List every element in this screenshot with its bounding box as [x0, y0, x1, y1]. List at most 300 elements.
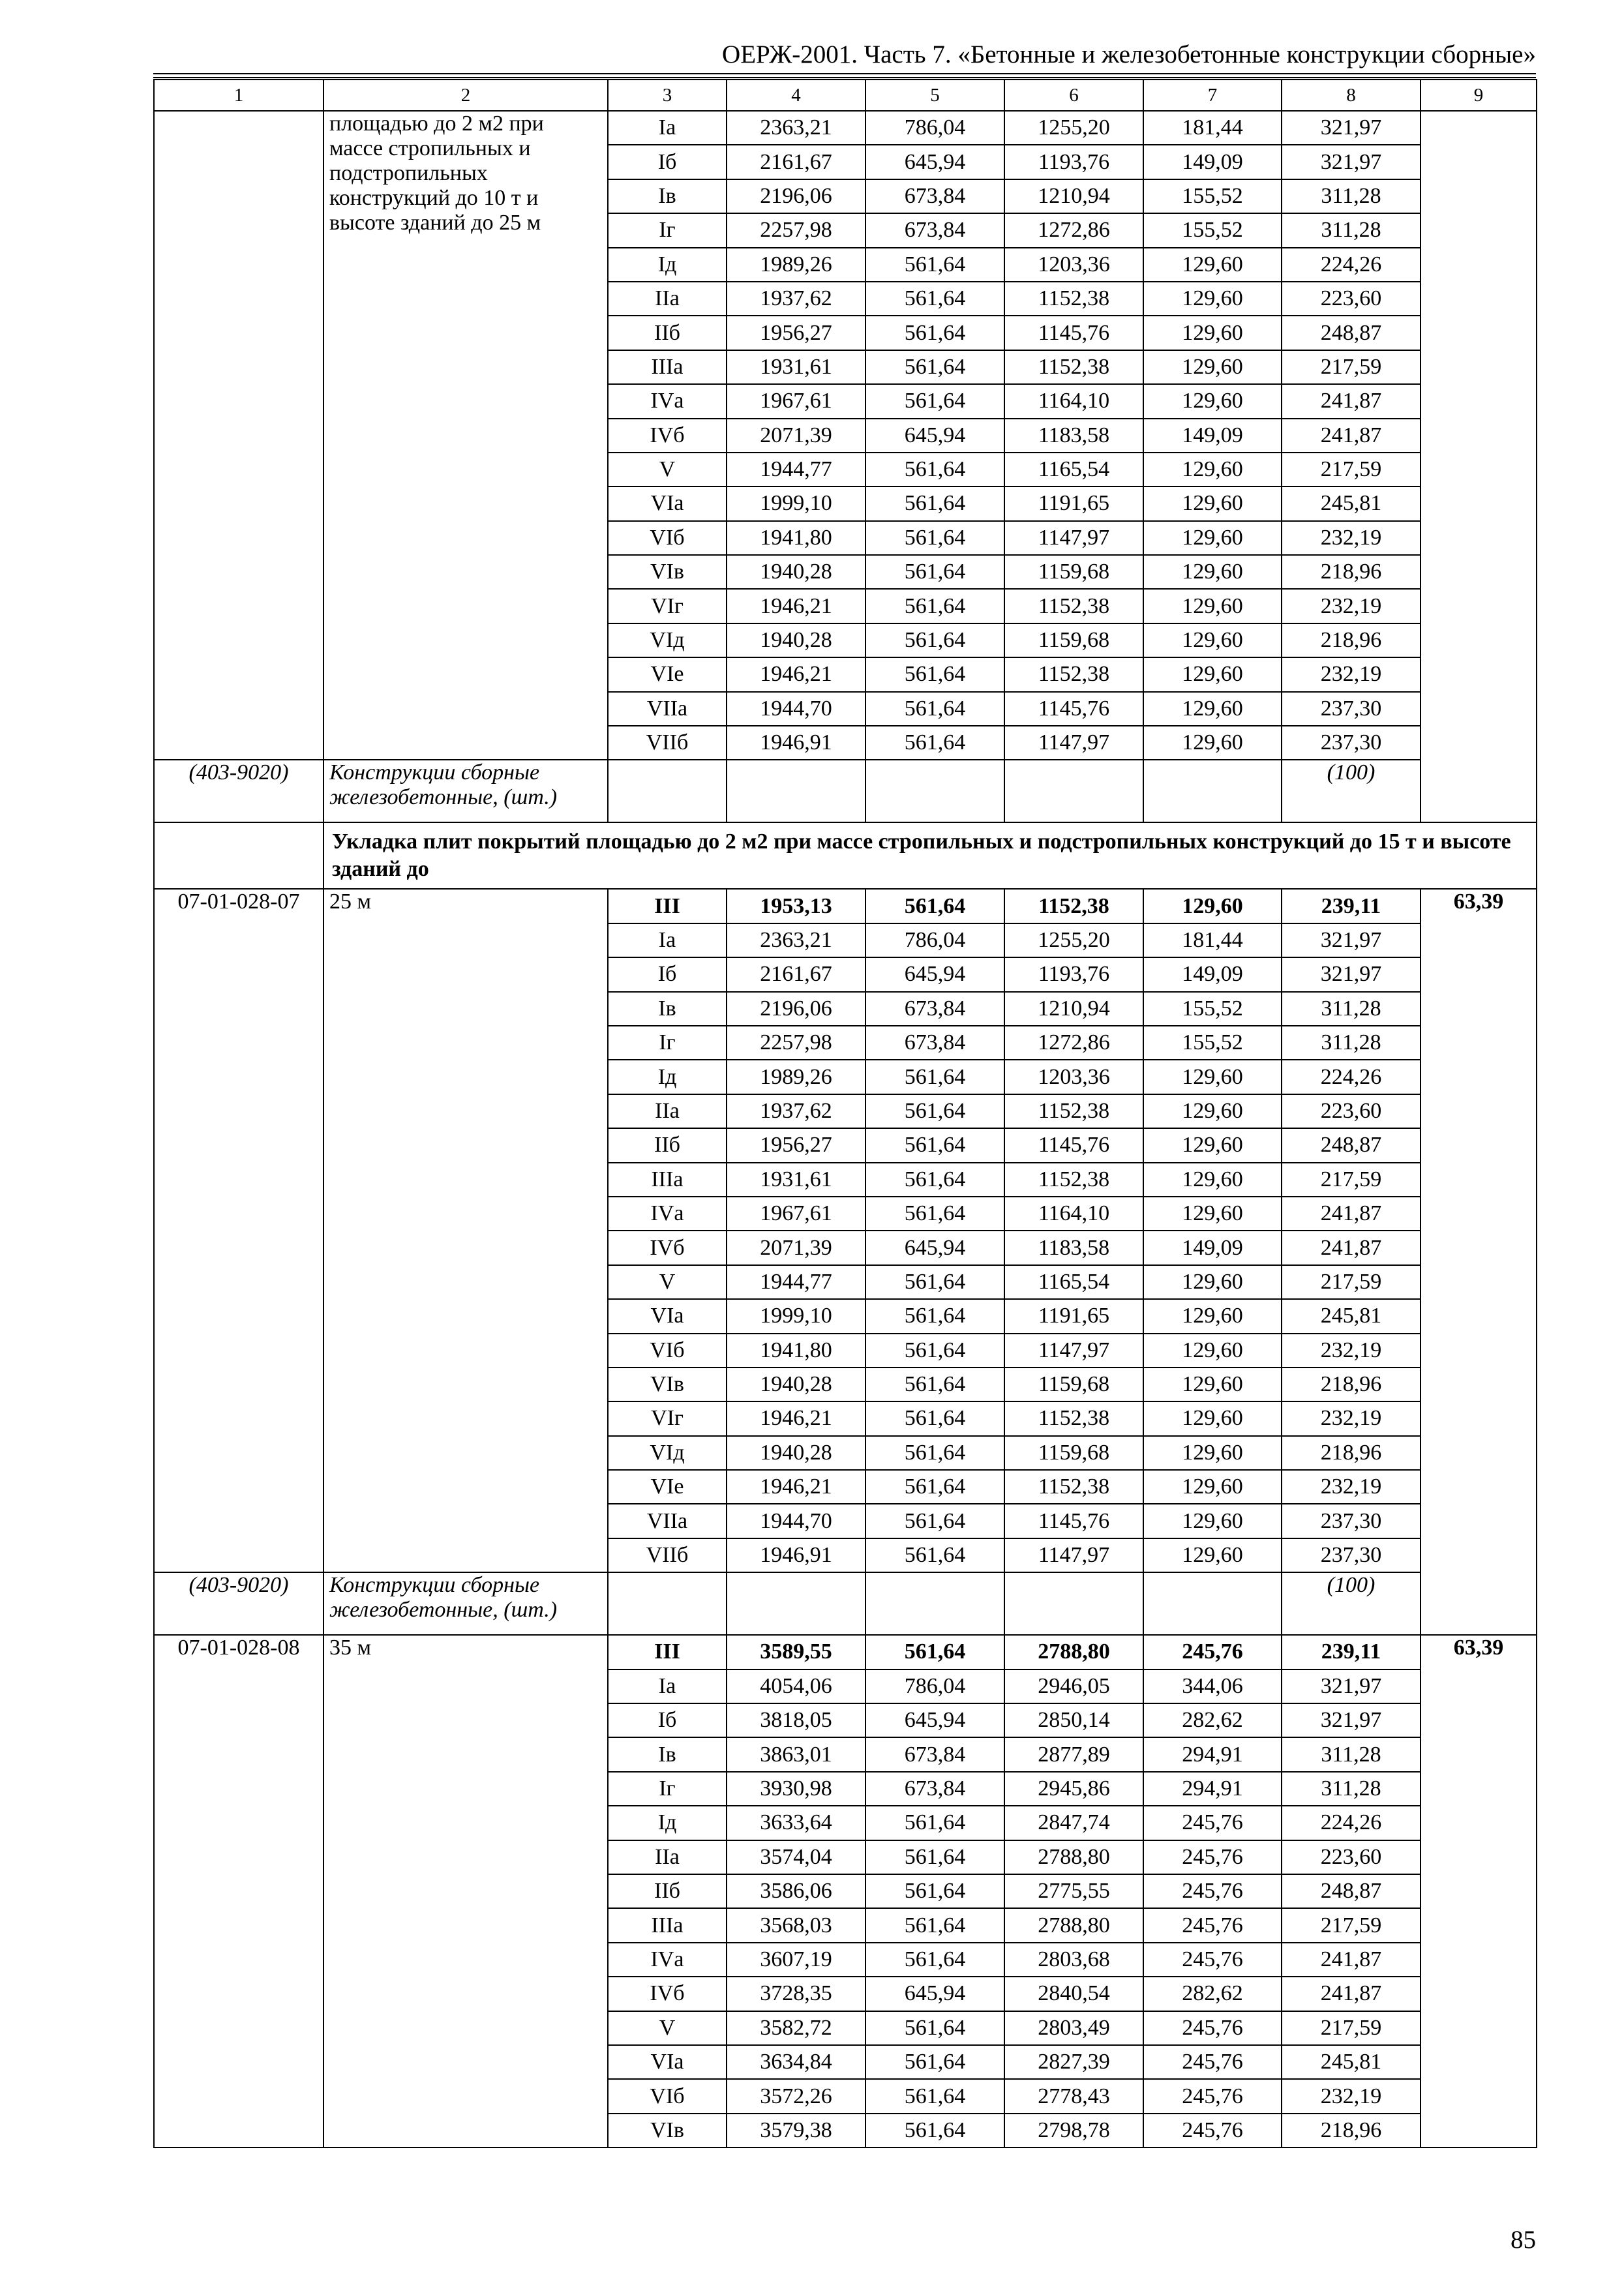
value-cell: 223,60 — [1282, 282, 1421, 316]
value-cell: 237,30 — [1282, 726, 1421, 760]
table-row-main — [154, 889, 1537, 923]
value-cell: 561,64 — [865, 282, 1004, 316]
value-cell: 1164,10 — [1004, 384, 1143, 418]
value-cell: 237,30 — [1282, 692, 1421, 726]
region-cell: IVб — [608, 419, 727, 453]
region-cell: Iб — [608, 145, 727, 179]
value-cell: 1946,91 — [727, 1538, 865, 1572]
value-cell: 241,87 — [1282, 384, 1421, 418]
region-cell: Iб — [608, 1703, 727, 1737]
region-cell: Iа — [608, 923, 727, 957]
value-cell: 344,06 — [1143, 1669, 1282, 1703]
labor-cost-cell: 63,39 — [1421, 1635, 1537, 2147]
value-cell: 1203,36 — [1004, 248, 1143, 282]
item-description: площадью до 2 м2 при массе стропильных и подстропильных конструкций до 10 т и высоте зданий до 25 м — [323, 111, 608, 760]
value-cell: 2161,67 — [727, 957, 865, 991]
value-cell: 1152,38 — [1004, 350, 1143, 384]
value-cell: 1191,65 — [1004, 486, 1143, 520]
value-cell: 129,60 — [1143, 1197, 1282, 1231]
value-cell: 3574,04 — [727, 1840, 865, 1874]
value-cell: 1940,28 — [727, 555, 865, 589]
value-cell: 129,60 — [1143, 316, 1282, 350]
value-cell: 129,60 — [1143, 1299, 1282, 1333]
value-cell: 3633,64 — [727, 1806, 865, 1840]
region-cell: Iд — [608, 1060, 727, 1094]
value-cell: 218,96 — [1282, 623, 1421, 657]
value-cell: 561,64 — [865, 1368, 1004, 1401]
value-cell: 241,87 — [1282, 1943, 1421, 1977]
value-cell: 129,60 — [1143, 1128, 1282, 1162]
region-cell: V — [608, 2011, 727, 2045]
value-cell: 321,97 — [1282, 923, 1421, 957]
value-cell: 2847,74 — [1004, 1806, 1143, 1840]
value-cell: 1164,10 — [1004, 1197, 1143, 1231]
value-cell: 786,04 — [865, 111, 1004, 145]
value-cell: 561,64 — [865, 1265, 1004, 1299]
column-number: 8 — [1282, 80, 1421, 111]
material-row — [154, 1572, 1537, 1635]
item-description: 25 м — [323, 889, 608, 1572]
item-description: 35 м — [323, 1635, 608, 2147]
value-cell: 561,64 — [865, 384, 1004, 418]
value-cell: 129,60 — [1143, 486, 1282, 520]
value-cell: 3634,84 — [727, 2045, 865, 2079]
value-cell: 2877,89 — [1004, 1737, 1143, 1771]
value-cell: 1147,97 — [1004, 726, 1143, 760]
header-rule — [153, 73, 1536, 74]
value-cell: 1255,20 — [1004, 111, 1143, 145]
material-code: (403-9020) — [154, 760, 323, 822]
value-cell: 1145,76 — [1004, 692, 1143, 726]
value-cell: 561,64 — [865, 1128, 1004, 1162]
value-cell: 1989,26 — [727, 1060, 865, 1094]
value-cell: 561,64 — [865, 2045, 1004, 2079]
value-cell: 245,76 — [1143, 1806, 1282, 1840]
region-cell: VIа — [608, 486, 727, 520]
value-cell: 155,52 — [1143, 213, 1282, 247]
region-cell: Iв — [608, 1737, 727, 1771]
value-cell: 2778,43 — [1004, 2079, 1143, 2113]
value-cell: 149,09 — [1143, 419, 1282, 453]
value-cell: 645,94 — [865, 1703, 1004, 1737]
region-cell: VIа — [608, 2045, 727, 2079]
value-cell: 561,64 — [865, 1094, 1004, 1128]
value-cell: 1255,20 — [1004, 923, 1143, 957]
value-cell: 4054,06 — [727, 1669, 865, 1703]
value-cell: 561,64 — [865, 726, 1004, 760]
value-cell: 1272,86 — [1004, 1026, 1143, 1060]
value-cell: 155,52 — [1143, 179, 1282, 213]
value-cell: 2946,05 — [1004, 1669, 1143, 1703]
value-cell: 561,64 — [865, 1538, 1004, 1572]
value-cell: 3728,35 — [727, 1977, 865, 2011]
value-cell: 1147,97 — [1004, 1334, 1143, 1368]
value-cell: 2161,67 — [727, 145, 865, 179]
value-cell: 218,96 — [1282, 555, 1421, 589]
value-cell: 232,19 — [1282, 521, 1421, 555]
value-cell: 181,44 — [1143, 923, 1282, 957]
value-cell: 218,96 — [1282, 2114, 1421, 2147]
value-cell: 311,28 — [1282, 1737, 1421, 1771]
value-cell: 1193,76 — [1004, 957, 1143, 991]
empty-cell — [727, 760, 865, 822]
value-cell: 248,87 — [1282, 1874, 1421, 1908]
value-cell: 2363,21 — [727, 923, 865, 957]
table-row-main — [154, 1635, 1537, 1669]
value-cell: 561,64 — [865, 2079, 1004, 2113]
region-cell: IIб — [608, 1128, 727, 1162]
value-cell: 294,91 — [1143, 1772, 1282, 1806]
value-cell: 1159,68 — [1004, 623, 1143, 657]
value-cell: 129,60 — [1143, 521, 1282, 555]
value-cell: 245,76 — [1143, 1635, 1282, 1669]
region-cell: VIб — [608, 2079, 727, 2113]
value-cell: 1944,70 — [727, 1504, 865, 1538]
region-cell: VIд — [608, 623, 727, 657]
value-cell: 1203,36 — [1004, 1060, 1143, 1094]
region-cell: VIIб — [608, 1538, 727, 1572]
value-cell: 321,97 — [1282, 957, 1421, 991]
value-cell: 321,97 — [1282, 111, 1421, 145]
region-cell: VIб — [608, 521, 727, 555]
value-cell: 1956,27 — [727, 1128, 865, 1162]
value-cell: 1152,38 — [1004, 657, 1143, 691]
value-cell: 1999,10 — [727, 1299, 865, 1333]
value-cell: 1145,76 — [1004, 316, 1143, 350]
region-cell: Iд — [608, 248, 727, 282]
value-cell: 2798,78 — [1004, 2114, 1143, 2147]
value-cell: 1956,27 — [727, 316, 865, 350]
region-cell: Iб — [608, 957, 727, 991]
value-cell: 129,60 — [1143, 1094, 1282, 1128]
value-cell: 321,97 — [1282, 145, 1421, 179]
value-cell: 155,52 — [1143, 1026, 1282, 1060]
value-cell: 561,64 — [865, 623, 1004, 657]
value-cell: 645,94 — [865, 1977, 1004, 2011]
material-row — [154, 760, 1537, 822]
column-number: 1 — [154, 80, 323, 111]
value-cell: 786,04 — [865, 1669, 1004, 1703]
value-cell: 1147,97 — [1004, 1538, 1143, 1572]
value-cell: 282,62 — [1143, 1703, 1282, 1737]
region-cell: V — [608, 1265, 727, 1299]
value-cell: 561,64 — [865, 1197, 1004, 1231]
empty-cell — [727, 1572, 865, 1635]
value-cell: 149,09 — [1143, 1231, 1282, 1264]
region-cell: VIв — [608, 555, 727, 589]
value-cell: 223,60 — [1282, 1094, 1421, 1128]
value-cell: 2196,06 — [727, 992, 865, 1026]
value-cell: 1210,94 — [1004, 179, 1143, 213]
value-cell: 1999,10 — [727, 486, 865, 520]
value-cell: 673,84 — [865, 213, 1004, 247]
region-cell: IIб — [608, 1874, 727, 1908]
item-code: 07-01-028-08 — [154, 1635, 323, 2147]
value-cell: 1272,86 — [1004, 213, 1143, 247]
value-cell: 2803,49 — [1004, 2011, 1143, 2045]
value-cell: 1944,77 — [727, 1265, 865, 1299]
region-cell: Iа — [608, 1669, 727, 1703]
value-cell: 561,64 — [865, 350, 1004, 384]
value-cell: 1937,62 — [727, 282, 865, 316]
value-cell: 217,59 — [1282, 1908, 1421, 1942]
value-cell: 673,84 — [865, 179, 1004, 213]
value-cell: 561,64 — [865, 1334, 1004, 1368]
value-cell: 3818,05 — [727, 1703, 865, 1737]
value-cell: 561,64 — [865, 692, 1004, 726]
value-cell: 1940,28 — [727, 1368, 865, 1401]
value-cell: 224,26 — [1282, 1060, 1421, 1094]
material-code: (403-9020) — [154, 1572, 323, 1635]
value-cell: 245,81 — [1282, 2045, 1421, 2079]
value-cell: 1937,62 — [727, 1094, 865, 1128]
value-cell: 2840,54 — [1004, 1977, 1143, 2011]
region-cell: Iа — [608, 111, 727, 145]
value-cell: 561,64 — [865, 316, 1004, 350]
value-cell: 2775,55 — [1004, 1874, 1143, 1908]
value-cell: 241,87 — [1282, 419, 1421, 453]
value-cell: 645,94 — [865, 1231, 1004, 1264]
document-header: ОЕРЖ-2001. Часть 7. «Бетонные и железобетонные конструкции сборные» — [722, 40, 1536, 68]
value-cell: 561,64 — [865, 1908, 1004, 1942]
value-cell: 232,19 — [1282, 589, 1421, 623]
value-cell: 2827,39 — [1004, 2045, 1143, 2079]
value-cell: 561,64 — [865, 453, 1004, 486]
value-cell: 561,64 — [865, 1874, 1004, 1908]
value-cell: 129,60 — [1143, 1504, 1282, 1538]
value-cell: 129,60 — [1143, 726, 1282, 760]
value-cell: 1931,61 — [727, 350, 865, 384]
value-cell: 2363,21 — [727, 111, 865, 145]
empty-cell — [608, 1572, 727, 1635]
value-cell: 245,76 — [1143, 1908, 1282, 1942]
value-cell: 2196,06 — [727, 179, 865, 213]
value-cell: 232,19 — [1282, 657, 1421, 691]
value-cell: 237,30 — [1282, 1504, 1421, 1538]
region-cell: VIв — [608, 2114, 727, 2147]
value-cell: 217,59 — [1282, 1265, 1421, 1299]
value-cell: 321,97 — [1282, 1669, 1421, 1703]
value-cell: 1159,68 — [1004, 1436, 1143, 1470]
value-cell: 2257,98 — [727, 1026, 865, 1060]
region-cell: IIIа — [608, 1908, 727, 1942]
region-cell: VIб — [608, 1334, 727, 1368]
region-cell: VIд — [608, 1436, 727, 1470]
value-cell: 3863,01 — [727, 1737, 865, 1771]
value-cell: 1183,58 — [1004, 1231, 1143, 1264]
value-cell: 311,28 — [1282, 1772, 1421, 1806]
column-number: 5 — [865, 80, 1004, 111]
value-cell: 2071,39 — [727, 1231, 865, 1264]
value-cell: 1946,21 — [727, 1401, 865, 1435]
value-cell: 232,19 — [1282, 1401, 1421, 1435]
value-cell: 561,64 — [865, 1060, 1004, 1094]
region-cell: VIг — [608, 589, 727, 623]
value-cell: 217,59 — [1282, 453, 1421, 486]
value-cell: 1989,26 — [727, 248, 865, 282]
region-cell: III — [608, 889, 727, 923]
section-heading: Укладка плит покрытий площадью до 2 м2 при массе стропильных и подстропильных конструкций до 15 т и высоте зданий до — [323, 822, 1537, 889]
region-cell: Iв — [608, 992, 727, 1026]
value-cell: 311,28 — [1282, 213, 1421, 247]
item-code: 07-01-028-07 — [154, 889, 323, 1572]
value-cell: 1967,61 — [727, 1197, 865, 1231]
value-cell: 561,64 — [865, 1806, 1004, 1840]
column-number: 6 — [1004, 80, 1143, 111]
value-cell: 2788,80 — [1004, 1840, 1143, 1874]
value-cell: 129,60 — [1143, 657, 1282, 691]
material-quantity: (100) — [1282, 1572, 1421, 1635]
value-cell: 645,94 — [865, 419, 1004, 453]
region-cell: VIе — [608, 1470, 727, 1504]
empty-cell — [1421, 111, 1537, 822]
empty-cell — [1143, 760, 1282, 822]
value-cell: 3572,26 — [727, 2079, 865, 2113]
column-number: 3 — [608, 80, 727, 111]
value-cell: 129,60 — [1143, 589, 1282, 623]
value-cell: 321,97 — [1282, 1703, 1421, 1737]
value-cell: 1940,28 — [727, 1436, 865, 1470]
value-cell: 282,62 — [1143, 1977, 1282, 2011]
value-cell: 1953,13 — [727, 889, 865, 923]
value-cell: 1152,38 — [1004, 889, 1143, 923]
value-cell: 2788,80 — [1004, 1908, 1143, 1942]
value-cell: 1193,76 — [1004, 145, 1143, 179]
region-cell: VIв — [608, 1368, 727, 1401]
value-cell: 561,64 — [865, 1470, 1004, 1504]
value-cell: 241,87 — [1282, 1197, 1421, 1231]
value-cell: 237,30 — [1282, 1538, 1421, 1572]
value-cell: 2071,39 — [727, 419, 865, 453]
column-number: 2 — [323, 80, 608, 111]
value-cell: 217,59 — [1282, 2011, 1421, 2045]
value-cell: 561,64 — [865, 555, 1004, 589]
value-cell: 3607,19 — [727, 1943, 865, 1977]
value-cell: 232,19 — [1282, 1470, 1421, 1504]
value-cell: 3568,03 — [727, 1908, 865, 1942]
value-cell: 561,64 — [865, 2114, 1004, 2147]
value-cell: 3579,38 — [727, 2114, 865, 2147]
region-cell: VIа — [608, 1299, 727, 1333]
value-cell: 129,60 — [1143, 555, 1282, 589]
value-cell: 1152,38 — [1004, 1094, 1143, 1128]
value-cell: 1145,76 — [1004, 1128, 1143, 1162]
value-cell: 218,96 — [1282, 1436, 1421, 1470]
value-cell: 245,76 — [1143, 1943, 1282, 1977]
value-cell: 181,44 — [1143, 111, 1282, 145]
value-cell: 245,76 — [1143, 2011, 1282, 2045]
value-cell: 294,91 — [1143, 1737, 1282, 1771]
region-cell: IVа — [608, 384, 727, 418]
value-cell: 129,60 — [1143, 889, 1282, 923]
value-cell: 561,64 — [865, 1163, 1004, 1197]
value-cell: 2803,68 — [1004, 1943, 1143, 1977]
value-cell: 239,11 — [1282, 889, 1421, 923]
value-cell: 1940,28 — [727, 623, 865, 657]
code-cell-empty — [154, 111, 323, 760]
value-cell: 3586,06 — [727, 1874, 865, 1908]
region-cell: IIа — [608, 1094, 727, 1128]
value-cell: 311,28 — [1282, 992, 1421, 1026]
value-cell: 1152,38 — [1004, 282, 1143, 316]
column-number: 4 — [727, 80, 865, 111]
page-number: 85 — [1511, 2226, 1536, 2254]
value-cell: 155,52 — [1143, 992, 1282, 1026]
empty-cell — [1004, 1572, 1143, 1635]
value-cell: 2788,80 — [1004, 1635, 1143, 1669]
empty-cell — [865, 760, 1004, 822]
region-cell: Iд — [608, 1806, 727, 1840]
value-cell: 129,60 — [1143, 1436, 1282, 1470]
value-cell: 1147,97 — [1004, 521, 1143, 555]
empty-cell — [608, 760, 727, 822]
value-cell: 561,64 — [865, 1401, 1004, 1435]
value-cell: 248,87 — [1282, 316, 1421, 350]
region-cell: IIа — [608, 1840, 727, 1874]
region-cell: VIIа — [608, 692, 727, 726]
value-cell: 3582,72 — [727, 2011, 865, 2045]
value-cell: 561,64 — [865, 889, 1004, 923]
region-cell: IVа — [608, 1197, 727, 1231]
value-cell: 2945,86 — [1004, 1772, 1143, 1806]
value-cell: 129,60 — [1143, 1060, 1282, 1094]
value-cell: 1191,65 — [1004, 1299, 1143, 1333]
value-cell: 561,64 — [865, 657, 1004, 691]
value-cell: 1944,70 — [727, 692, 865, 726]
region-cell: Iв — [608, 179, 727, 213]
region-cell: IIIа — [608, 1163, 727, 1197]
header-rule-double — [153, 77, 1536, 78]
value-cell: 1152,38 — [1004, 1163, 1143, 1197]
value-cell: 561,64 — [865, 1840, 1004, 1874]
value-cell: 1152,38 — [1004, 589, 1143, 623]
value-cell: 241,87 — [1282, 1231, 1421, 1264]
value-cell: 245,76 — [1143, 2045, 1282, 2079]
value-cell: 561,64 — [865, 1504, 1004, 1538]
value-cell: 1165,54 — [1004, 453, 1143, 486]
value-cell: 673,84 — [865, 1737, 1004, 1771]
value-cell: 245,76 — [1143, 1840, 1282, 1874]
value-cell: 561,64 — [865, 248, 1004, 282]
region-cell: VIе — [608, 657, 727, 691]
value-cell: 3930,98 — [727, 1772, 865, 1806]
value-cell: 1941,80 — [727, 521, 865, 555]
value-cell: 561,64 — [865, 2011, 1004, 2045]
value-cell: 1159,68 — [1004, 555, 1143, 589]
value-cell: 129,60 — [1143, 1163, 1282, 1197]
empty-cell — [865, 1572, 1004, 1635]
value-cell: 673,84 — [865, 992, 1004, 1026]
value-cell: 1145,76 — [1004, 1504, 1143, 1538]
region-cell: Iг — [608, 1772, 727, 1806]
value-cell: 129,60 — [1143, 1265, 1282, 1299]
value-cell: 245,81 — [1282, 486, 1421, 520]
value-cell: 129,60 — [1143, 1334, 1282, 1368]
region-cell: VIг — [608, 1401, 727, 1435]
value-cell: 1967,61 — [727, 384, 865, 418]
value-cell: 129,60 — [1143, 1401, 1282, 1435]
material-name: Конструкции сборные железобетонные, (шт.) — [323, 760, 608, 822]
column-number: 7 — [1143, 80, 1282, 111]
value-cell: 129,60 — [1143, 384, 1282, 418]
material-quantity: (100) — [1282, 760, 1421, 822]
section-heading-row — [154, 822, 1537, 889]
value-cell: 786,04 — [865, 923, 1004, 957]
value-cell: 129,60 — [1143, 1470, 1282, 1504]
value-cell: 224,26 — [1282, 248, 1421, 282]
region-cell: Iг — [608, 213, 727, 247]
value-cell: 1165,54 — [1004, 1265, 1143, 1299]
